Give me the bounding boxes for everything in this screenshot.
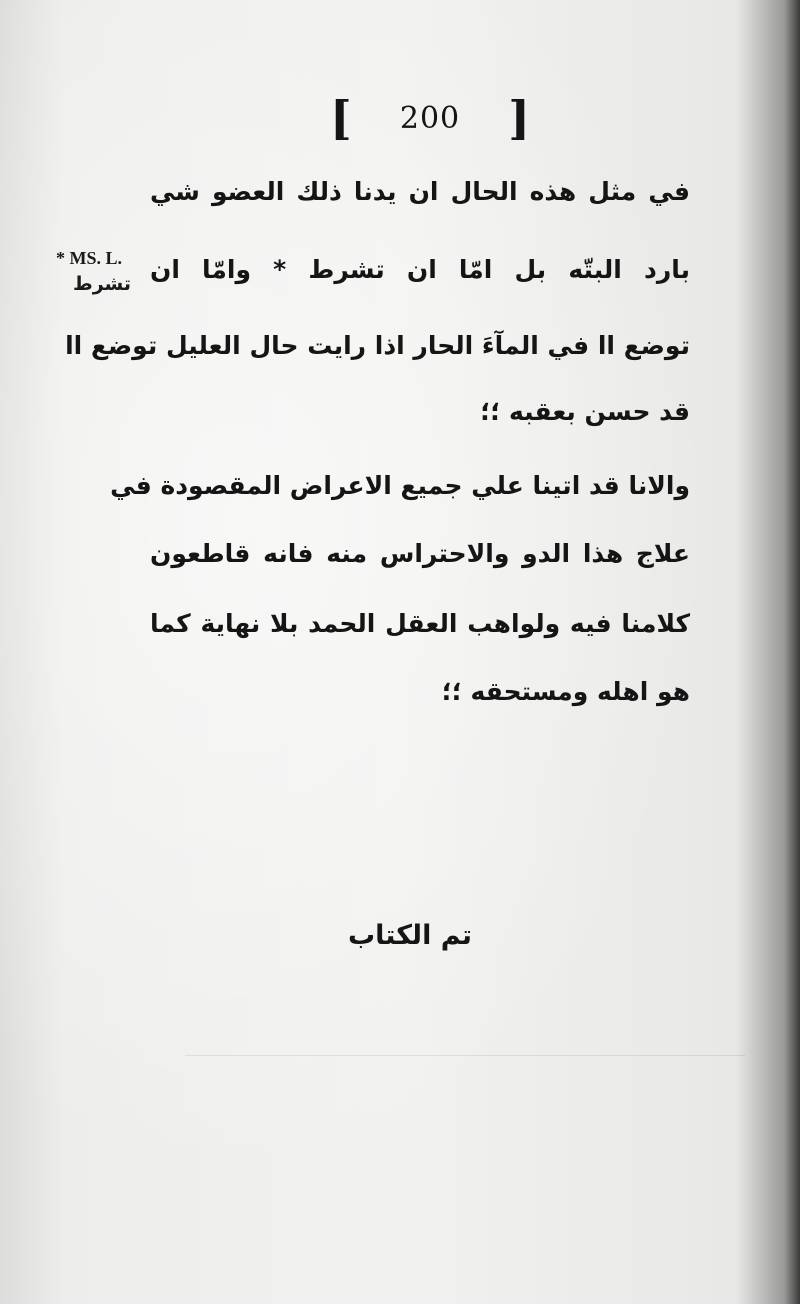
colophon: تم الكتاب — [347, 920, 473, 951]
margin-note-label: * MS. L. — [56, 248, 123, 268]
paragraph-2-line: والانا قد اتينا علي جميع الاعراض المقصودة في — [110, 471, 690, 500]
bracket-close: ] — [508, 91, 530, 145]
paragraph-1-line: في مثل هذه الحال ان يدنا ذلك العضو شي — [150, 177, 690, 206]
paragraph-2-line: هو اهله ومستحقه ؛؛ — [441, 677, 690, 706]
bracket-open: [ — [330, 91, 352, 145]
paragraph-2-line: علاج هذا الدو والاحتراس منه فانه قاطعون — [150, 539, 690, 568]
paragraph-2-line: كلامنا فيه ولواهب العقل الحمد بلا نهاية كما — [150, 609, 690, 638]
paragraph-1-line: قد حسن بعقبه ؛؛ — [480, 397, 690, 426]
margin-note-variant: تشرط — [72, 273, 132, 295]
paragraph-1-line: توضع اا في المآءَ الحار اذا رايت حال العليل توضع اا — [65, 331, 690, 360]
margin-note — [56, 246, 148, 296]
faint-rule — [185, 1055, 745, 1056]
page-number: 200 — [399, 100, 461, 136]
paragraph-1-line: بارد البتّه بل امّا ان تشرط * وامّا ان — [150, 255, 690, 284]
